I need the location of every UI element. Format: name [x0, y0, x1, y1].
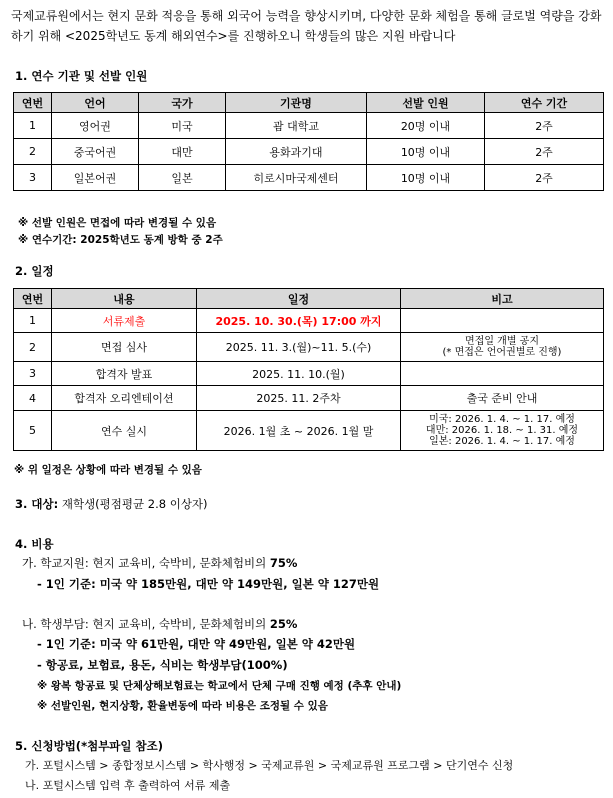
remark-line: 대만: 2026. 1. 18. ~ 1. 31. 예정: [425, 425, 579, 436]
table-row: [14, 113, 604, 139]
table-row: [14, 165, 604, 191]
section3-text: 재학생(평점평균 2.8 이상자): [61, 497, 208, 511]
table-row: [14, 139, 604, 165]
cell-quota: 10명 이내: [367, 165, 485, 191]
cell-no: 2: [14, 333, 52, 362]
cell-schedule: 2026. 1월 초 ~ 2026. 1월 말: [197, 411, 401, 451]
cell-no: 1: [14, 113, 52, 139]
school-support-text: 가. 학교지원: 현지 교육비, 숙박비, 문화체험비의: [22, 556, 267, 570]
section5-title: 5. 신청방법(*첨부파일 참조): [15, 739, 163, 753]
section4-title: 4. 비용: [15, 537, 54, 551]
header-cell: 연번: [14, 289, 52, 309]
section3-title: 3. 대상:: [15, 497, 59, 511]
cell-content: 연수 실시: [52, 411, 197, 451]
cell-language: 중국어권: [52, 139, 139, 165]
cell-language: 일본어권: [52, 165, 139, 191]
cell-remark: [401, 333, 604, 362]
cell-institution: 용화과기대: [226, 139, 367, 165]
remark-line: 면접일 개별 공지: [465, 336, 539, 347]
cell-no: 4: [14, 386, 52, 411]
table-row: [14, 333, 604, 362]
section2-title: 2. 일정: [15, 264, 54, 278]
header-cell: 연수 기간: [485, 93, 604, 113]
cell-remark: [401, 411, 604, 451]
header-cell: 비고: [401, 289, 604, 309]
remark-line: (* 면접은 언어권별로 진행): [442, 347, 562, 358]
cell-schedule: 2025. 11. 3.(월)~11. 5.(수): [197, 333, 401, 362]
student-burden-text: 나. 학생부담: 현지 교육비, 숙박비, 문화체험비의: [22, 617, 267, 631]
cell-content: 합격자 발표: [52, 362, 197, 386]
cell-country: 미국: [139, 113, 226, 139]
cell-quota: 10명 이내: [367, 139, 485, 165]
schedule-table: [13, 288, 604, 451]
section1-title: 1. 연수 기관 및 선발 인원: [15, 69, 148, 83]
remark-line: 일본: 2026. 1. 4. ~ 1. 17. 예정: [429, 436, 575, 447]
cell-institution: 히로시마국제센터: [226, 165, 367, 191]
header-cell: 언어: [52, 93, 139, 113]
cell-period: 2주: [485, 113, 604, 139]
cell-period: 2주: [485, 139, 604, 165]
student-burden-line: [22, 616, 297, 632]
cell-content: 면접 심사: [52, 333, 197, 362]
table-row: [14, 362, 604, 386]
student-burden-detail: - 1인 기준: 미국 약 61만원, 대만 약 49만원, 일본 약 42만원: [37, 637, 356, 651]
application-submit: 나. 포털시스템 입력 후 출력하여 서류 제출: [25, 779, 231, 792]
application-path: 가. 포털시스템 > 종합정보시스템 > 학사행정 > 국제교류원 > 국제교류원 프로그램 > 단기연수 신청: [25, 759, 514, 772]
cell-content: 서류제출: [52, 309, 197, 333]
cell-language: 영어권: [52, 113, 139, 139]
remark-line: 미국: 2026. 1. 4. ~ 1. 17. 예정: [429, 414, 575, 425]
school-support-percent: 75%: [269, 556, 298, 570]
table-row: [14, 411, 604, 451]
table-header-row: [14, 289, 604, 309]
student-burden-extra: - 항공료, 보험료, 용돈, 식비는 학생부담(100%): [37, 658, 288, 672]
header-cell: 내용: [52, 289, 197, 309]
table-row: [14, 386, 604, 411]
cell-no: 5: [14, 411, 52, 451]
cost-adjustment-note: ※ 선발인원, 현지상황, 환율변동에 따라 비용은 조정될 수 있음: [37, 700, 328, 712]
cell-no: 2: [14, 139, 52, 165]
cell-no: 3: [14, 362, 52, 386]
cell-institution: 괌 대학교: [226, 113, 367, 139]
section3-line: [15, 496, 208, 512]
header-cell: 일정: [197, 289, 401, 309]
student-burden-percent: 25%: [269, 617, 298, 631]
table-row: [14, 309, 604, 333]
school-support-detail: - 1인 기준: 미국 약 185만원, 대만 약 149만원, 일본 약 127만원: [37, 577, 380, 591]
table-header-row: [14, 93, 604, 113]
header-cell: 국가: [139, 93, 226, 113]
section1-note-quota: ※ 선발 인원은 면접에 따라 변경될 수 있음: [18, 217, 217, 229]
airfare-insurance-note: ※ 왕복 항공료 및 단체상해보험료는 학교에서 단체 구매 진행 예정 (추후 안내): [37, 680, 402, 692]
school-support-line: [22, 555, 297, 571]
section1-note-period: ※ 연수기간: 2025학년도 동계 방학 중 2주: [18, 234, 223, 246]
cell-schedule: 2025. 11. 2주차: [197, 386, 401, 411]
cell-no: 3: [14, 165, 52, 191]
cell-country: 일본: [139, 165, 226, 191]
cell-country: 대만: [139, 139, 226, 165]
header-cell: 선발 인원: [367, 93, 485, 113]
cell-schedule: 2025. 11. 10.(월): [197, 362, 401, 386]
cell-period: 2주: [485, 165, 604, 191]
cell-remark: 출국 준비 안내: [401, 386, 604, 411]
cell-remark: [401, 362, 604, 386]
cell-quota: 20명 이내: [367, 113, 485, 139]
institution-table: [13, 92, 604, 191]
cell-no: 1: [14, 309, 52, 333]
header-cell: 연번: [14, 93, 52, 113]
intro-paragraph: 국제교류원에서는 현지 문화 적응을 통해 외국어 능력을 향상시키며, 다양한 문화 체험을 통해 글로벌 역량을 강화하기 위해 <2025학년도 동계 해외연수>를 진행하오니 학생들의 많은 지원 바랍니다: [11, 9, 602, 43]
cell-content: 합격자 오리엔테이션: [52, 386, 197, 411]
header-cell: 기관명: [226, 93, 367, 113]
cell-schedule: 2025. 10. 30.(목) 17:00 까지: [197, 309, 401, 333]
section2-note: ※ 위 일정은 상황에 따라 변경될 수 있음: [14, 464, 202, 476]
cell-remark: [401, 309, 604, 333]
